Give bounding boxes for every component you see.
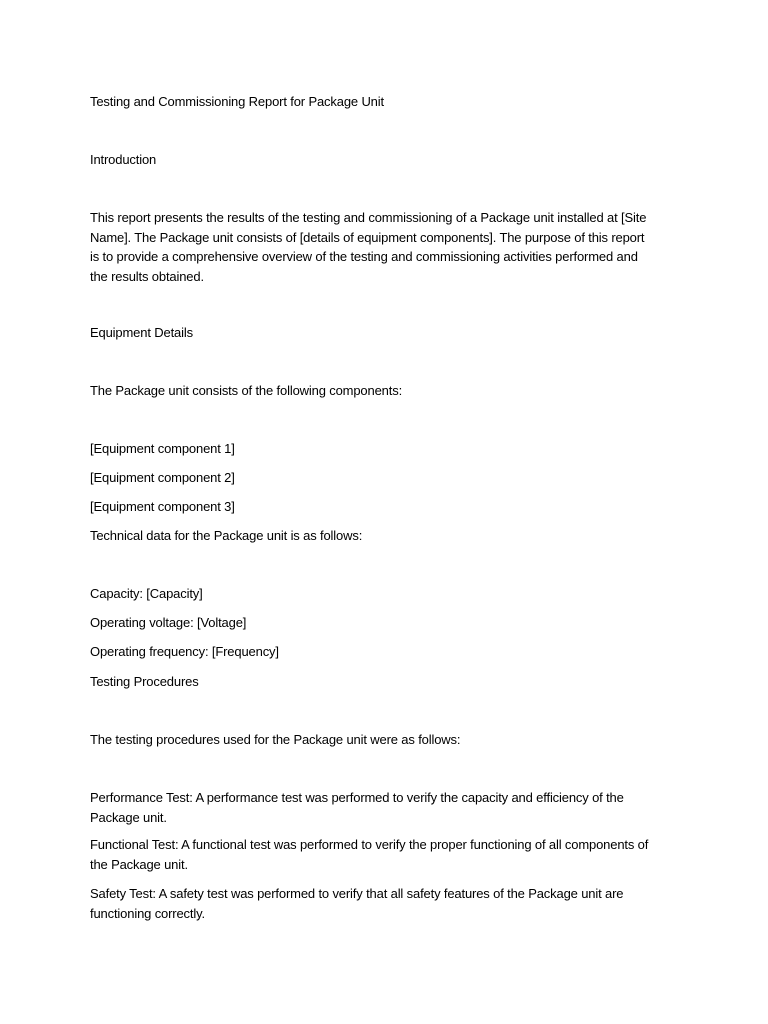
technical-data-intro: Technical data for the Package unit is as follows: [90,528,363,543]
performance-test-item: Performance Test: A performance test was performed to verify the capacity and efficiency of the Package unit. [90,790,624,825]
equipment-component-2: [Equipment component 2] [90,470,235,485]
equipment-component-1: [Equipment component 1] [90,441,235,456]
safety-test-item: Safety Test: A safety test was performed to verify that all safety features of the Package unit are functioning correctly. [90,886,624,921]
document-title: Testing and Commissioning Report for Package Unit [90,94,384,109]
functional-test-item: Functional Test: A functional test was performed to verify the proper functioning of all components of the Package unit. [90,837,649,872]
technical-capacity: Capacity: [Capacity] [90,586,203,601]
equipment-details-heading: Equipment Details [90,325,193,340]
testing-procedures-heading: Testing Procedures [90,674,199,689]
equipment-component-3: [Equipment component 3] [90,499,235,514]
technical-frequency: Operating frequency: [Frequency] [90,644,279,659]
equipment-intro: The Package unit consists of the following components: [90,383,403,398]
introduction-paragraph: This report presents the results of the testing and commissioning of a Package unit installed at [Site Name]. The Package unit consists of [details of equipment components]. The purpose of this report is to provide a comprehensive overview of the testing and commissioning activities performed and the results obtained. [90,210,647,284]
technical-voltage: Operating voltage: [Voltage] [90,615,247,630]
testing-procedures-intro: The testing procedures used for the Package unit were as follows: [90,732,461,747]
introduction-heading: Introduction [90,152,157,167]
